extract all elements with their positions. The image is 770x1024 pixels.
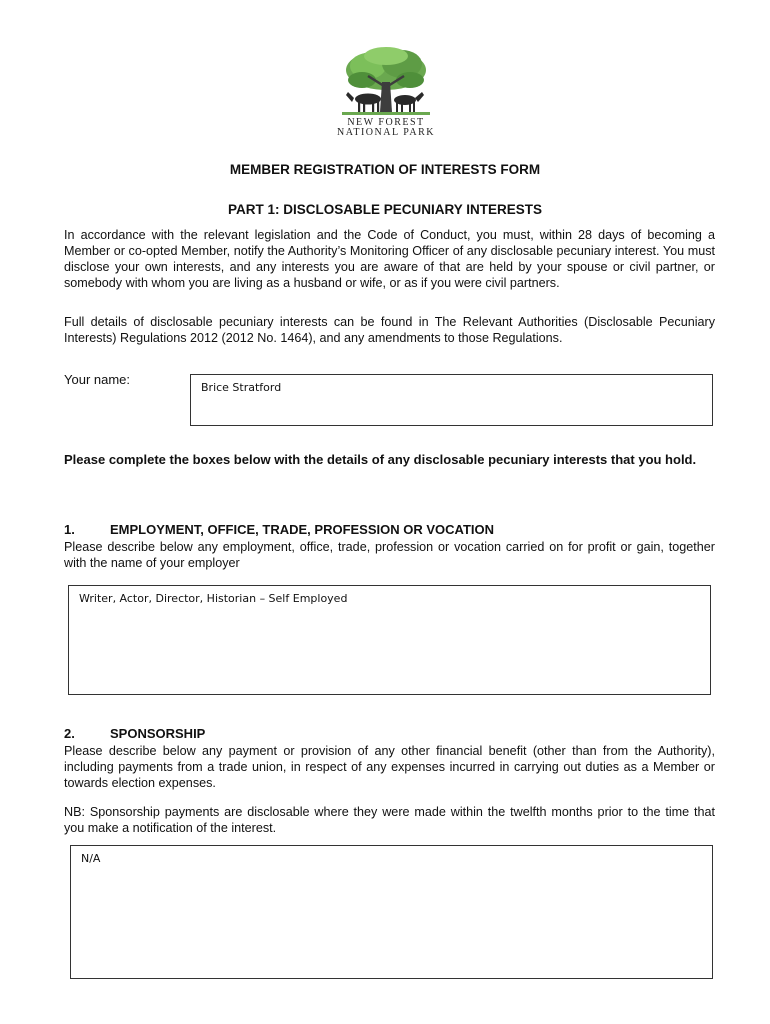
section-2-number: 2. bbox=[64, 726, 75, 741]
employment-answer-box[interactable] bbox=[68, 585, 711, 695]
logo-line-1: NEW FOREST bbox=[347, 117, 425, 128]
sponsorship-answer-box[interactable] bbox=[70, 845, 713, 979]
part-title: PART 1: DISCLOSABLE PECUNIARY INTERESTS bbox=[227, 202, 543, 217]
instruction-text: Please complete the boxes below with the details of any disclosable pecuniary interests that you hold. bbox=[64, 452, 697, 467]
section-2-heading bbox=[64, 726, 205, 741]
section-1-number: 1. bbox=[64, 522, 75, 537]
section-1-title: EMPLOYMENT, OFFICE, TRADE, PROFESSION OR VOCATION bbox=[110, 522, 495, 537]
your-name-value: Brice Stratford bbox=[201, 381, 282, 394]
section-1-description: Please describe below any employment, office, trade, profession or vocation carried on for profit or gain, together with the name of your employer bbox=[64, 540, 715, 570]
employment-answer: Writer, Actor, Director, Historian – Self Employed bbox=[79, 592, 348, 605]
section-2-note: NB: Sponsorship payments are disclosable where they were made within the twelfth months prior to the time that you make a notification of the interest. bbox=[64, 805, 715, 835]
sponsorship-answer: N/A bbox=[81, 852, 101, 865]
intro-paragraph: In accordance with the relevant legislation and the Code of Conduct, you must, within 28 days of becoming a Member or co-opted Member, notify the Authority’s Monitoring Officer of any disclosable pecuniary interest. You must disclose your own interests, and any interests you are aware of that are held by your spouse or civil partner, or somebody with whom you are living as a husband or wife, or as if you were civil partners. bbox=[64, 228, 715, 290]
tree-and-ponies-icon bbox=[338, 46, 434, 118]
section-2-title: SPONSORSHIP bbox=[110, 726, 206, 741]
new-forest-national-park-logo bbox=[330, 46, 442, 142]
section-2-description: Please describe below any payment or provision of any other financial benefit (other than from the Authority), including payments from a trade union, in respect of any expenses incurred in carrying out duties as a Member or towards election expenses. bbox=[64, 744, 715, 790]
section-1-heading bbox=[64, 522, 494, 537]
form-title: MEMBER REGISTRATION OF INTERESTS FORM bbox=[229, 162, 541, 177]
details-paragraph: Full details of disclosable pecuniary interests can be found in The Relevant Authorities (Disclosable Pecuniary Interests) Regulations 2012 (2012 No. 1464), and any amendments to those Regulations. bbox=[64, 315, 715, 345]
logo-line-2: NATIONAL PARK bbox=[337, 127, 435, 138]
your-name-label: Your name: bbox=[64, 372, 131, 387]
your-name-field[interactable] bbox=[190, 374, 713, 426]
